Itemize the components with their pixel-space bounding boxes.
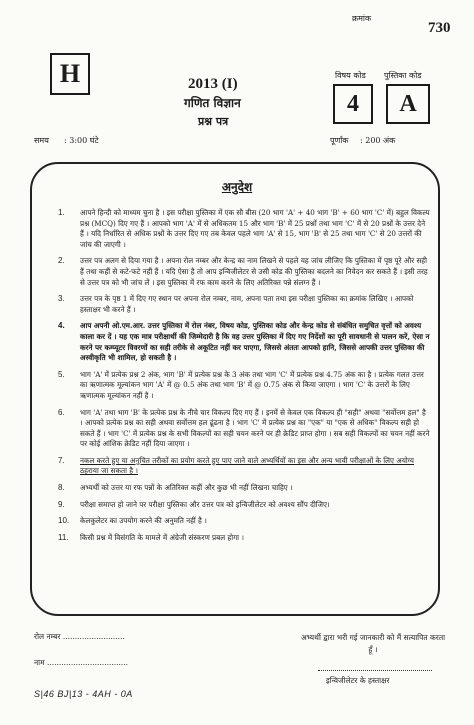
- item-number: 6.: [58, 407, 65, 417]
- booklet-code-box: A: [386, 84, 430, 124]
- item-text: नकल करते हुए या अनुचित तरीकों का प्रयोग करते हुए पाए जाने वाले अभ्यर्थियों का इस और अन्य भावी परीक्षाओं के लिए अयोग्य ठहराया जा सकता है ।: [80, 455, 414, 476]
- marks-label: पूर्णांक: [330, 136, 349, 145]
- item-text: भाग 'A' तथा भाग 'B' के प्रत्येक प्रश्न के नीचे चार विकल्प दिए गए हैं । इनमें से केवल एक विकल्प ही "सही" अथवा "सर्वोत्तम हल" है । आपको प्रत्येक प्रश्न का सही अथवा सर्वोत्तम हल ढूंढना है । भाग 'C' में प्रत्येक प्रश्न का "एक" या "एक से अधिक" विकल्प सही हो सकते हैं । भाग 'C' में प्रत्येक प्रश्न के सभी विकल्पों का सही चयन करने पर ही क्रेडिट प्राप्त होगा । सब सही विकल्पों का चयन नहीं करने पर कोई आंशिक क्रेडिट नहीं दिया जाएगा ।: [80, 407, 430, 449]
- subject-title: गणित विज्ञान: [184, 96, 241, 110]
- verification-declaration: अभ्यर्थी द्वारा भरी गई जानकारी को मैं सत्यापित करता हूँ ।: [300, 633, 446, 654]
- booklet-code-label: पुस्तिका कोड: [384, 71, 422, 80]
- item-text: भाग 'A' में प्रत्येक प्रश्न 2 अंक, भाग 'B' में प्रत्येक प्रश्न के 3 अंक तथा भाग 'C' में प्रत्येक प्रश्न 4.75 अंक का है । प्रत्येक गलत उत्तर का ऋणात्मक मूल्यांकन भाग 'A' में @ 0.5 अंक तथा भाग 'B' में @ 0.75 अंक से किया जाएगा । भाग 'C' के उत्तरों के लिए ऋणात्मक मूल्यांकन नहीं है ।: [80, 369, 424, 400]
- marks-value: : 200 अंक: [360, 136, 396, 145]
- item-text: केलकुलेटर का उपयोग करने की अनुमति नहीं है ।: [80, 516, 207, 526]
- name-field[interactable]: नाम ..................................: [34, 658, 129, 667]
- list-item: [58, 321, 430, 363]
- list-item: [58, 500, 430, 511]
- item-number: 11.: [58, 532, 69, 542]
- item-number: 5.: [58, 369, 65, 379]
- serial-number: 730: [428, 20, 451, 36]
- item-text: किसी प्रश्न में विसंगति के मामले में अंग्रेजी संस्करण प्रबल होगा ।: [80, 532, 245, 542]
- list-item: [58, 483, 430, 494]
- item-text: आप अपनी ओ.एम.आर. उत्तर पुस्तिका में रोल नंबर, विषय कोड, पुस्तिका कोड और केन्द्र कोड से संबंधित समुचित वृत्तों को अवश्य काला कर दें । यह एक मात्र परीक्षार्थी की जिम्मेदारी है कि वह उत्तर पुस्तिका में दिए गए निर्देशों का पूरी सावधानी से पालन करें, ऐसा न करने पर कम्प्यूटर विवरणों का सही तरीके से अकूटित नहीं कर पाएगा, जिससे अंततः आपको हानि, जिससे आपकी उत्तर पुस्तिका की अस्वीकृति भी शामिल, हो सकती है ।: [80, 321, 430, 363]
- item-text: परीक्षा समाप्त हो जाने पर परीक्षा पुस्तिका और उत्तर पत्र को इन्विजीलेटर को अवश्य सौंप दीजिए।: [80, 499, 330, 509]
- handwritten-code: S|46 BJ|13 - 4AH - 0A: [34, 689, 133, 699]
- item-number: 2.: [58, 256, 65, 266]
- item-number: 4.: [58, 321, 65, 331]
- item-text: उत्तर पत्र के पृष्ठ 1 में दिए गए स्थान पर अपना रोल नम्बर, नाम, अपना पता तथा इस परीक्षा पुस्तिका का क्रमांक लिखिए । आपको हस्ताक्षर भी करने हैं ।: [80, 294, 414, 314]
- list-item: [58, 370, 430, 402]
- invigilator-signature-line: [318, 670, 432, 671]
- booklet-letter-box: H: [50, 53, 90, 95]
- item-text: उत्तर पत्र अलग से दिया गया है । अपना रोल नम्बर और केन्द्र का नाम लिखने से पहले यह जांच लीजिए कि पुस्तिका में पृष्ठ पूरे और सही हैं तथा कहीं से कटे-फटे नहीं हैं । यदि ऐसा है तो आप इन्विजीलेटर से उसी कोड की पुस्तिका बदलने का निवेदन कर सकते हैं । इसी तरह से उत्तर पत्र को भी जांच लें । इस पुस्तिका में रफ काम करने के लिए अतिरिक्त पन्ने संलग्न हैं ।: [80, 256, 428, 287]
- item-number: 10.: [58, 516, 70, 526]
- list-item: [58, 533, 430, 544]
- item-number: 7.: [58, 455, 65, 465]
- list-item: [58, 516, 430, 527]
- instructions-list: [58, 208, 430, 549]
- roll-number-field[interactable]: रोल नम्बर ..........................: [34, 632, 125, 641]
- item-number: 1.: [58, 208, 65, 217]
- list-item: [58, 408, 430, 450]
- item-number: 3.: [58, 294, 65, 304]
- list-item: [58, 294, 430, 315]
- list-item: [58, 456, 430, 477]
- subject-code-box: 4: [333, 84, 373, 124]
- invigilator-signature-label: इन्विजीलेटर के हस्ताक्षर: [326, 676, 390, 685]
- time-value: : 3:00 घंटे: [64, 136, 99, 145]
- item-text: अभ्यर्थी को उत्तर या रफ पन्नों के अतिरिक्त कहीं और कुछ भी नहीं लिखना चाहिए ।: [80, 483, 293, 493]
- instructions-heading: अनुदेश: [221, 180, 253, 194]
- time-label: समय: [34, 136, 49, 145]
- item-number: 8.: [58, 483, 65, 493]
- list-item: [58, 208, 430, 250]
- year-code: 2013 (I): [188, 76, 238, 92]
- subject-code-label: विषय कोड: [335, 71, 366, 80]
- serial-label: क्रमांक: [352, 14, 372, 23]
- paper-type: प्रश्न पत्र: [198, 115, 229, 128]
- item-number: 9.: [58, 499, 65, 509]
- item-text: आपने हिन्दी को माध्यम चुना है । इस परीक्षा पुस्तिका में एक सौ बीस (20 भाग 'A' + 40 भाग 'B' + 60 भाग 'C' में) बहुल विकल्प प्रश्न (MCQ) दिए गए हैं । आपको भाग 'A' में से अधिकतम 15 और भाग 'B' में 25 प्रश्नों तथा भाग 'C' में से 20 प्रश्नों के उत्तर देने हैं । यदि निर्धारित से अधिक प्रश्नों के उत्तर दिए गए तब केवल पहले भाग 'A' से 15, भाग 'B' से 25 तथा भाग 'C' से 20 उत्तरों की जांच की जाएगी ।: [80, 208, 430, 249]
- list-item: [58, 256, 430, 288]
